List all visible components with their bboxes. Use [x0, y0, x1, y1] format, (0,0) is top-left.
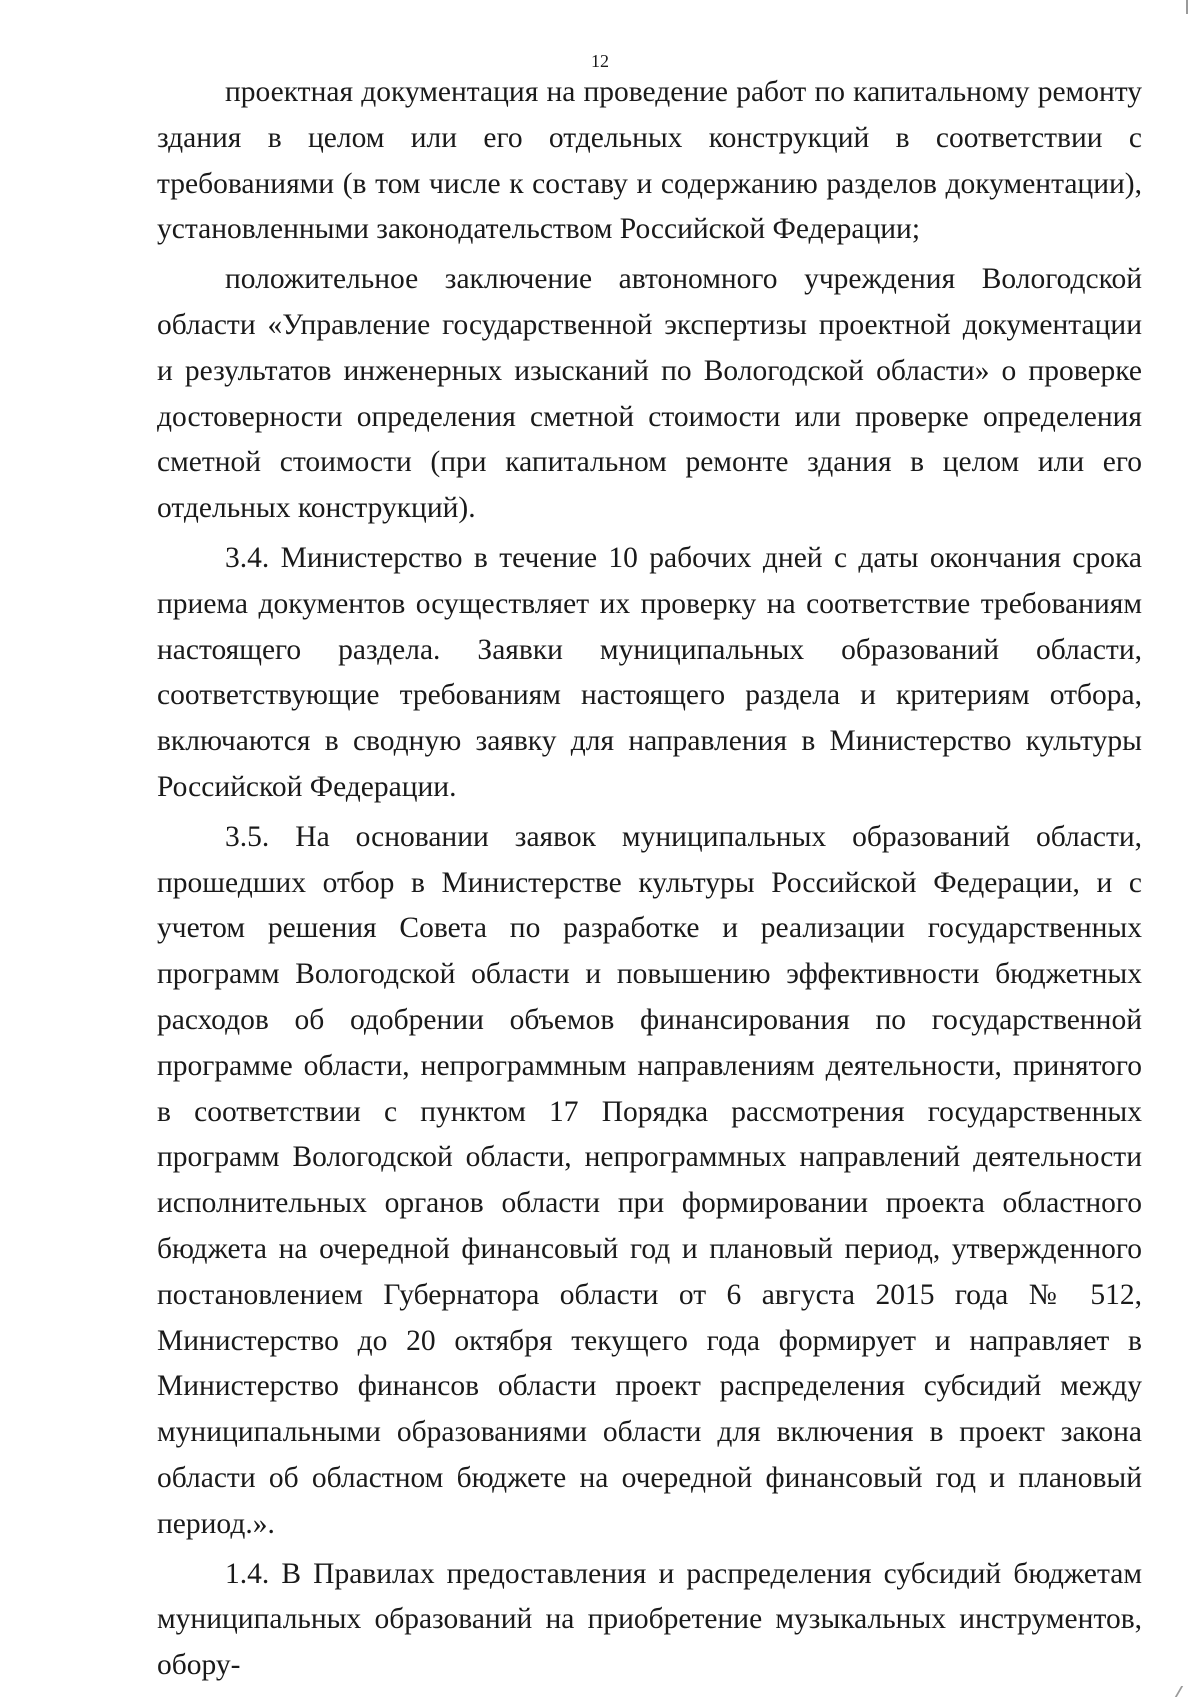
paragraph-clause-3-5: 3.5. На основании заявок муниципальных образований области, прошедших отбор в Министерстве культуры Российской Федерации, и с учетом решения Совета по разработке и реализации государственных программ Вологодской области и повышению эффективности бюджетных расходов об одобрении объемов финансирования по государственной программе области, непрограммным направлениям деятельности, принятого в соответствии с пунктом 17 Порядка рассмотрения государственных программ Вологодской области, непрограммных направлений деятельности исполнительных органов области при формировании проекта областного бюджета на очередной финансовый год и плановый период, утвержденного постановлением Губернатора области от 6 августа 2015 года № 512, Министерство до 20 октября текущего года формирует и направляет в Министерство финансов области проект распределения субсидий между муниципальными образованиями области для включения в проект закона области об областном бюджете на очередной финансовый год и плановый период.».	[157, 820, 1142, 1540]
paragraph-clause-1-4: 1.4. В Правилах предоставления и распределения субсидий бюджетам муниципальных образований на приобретение музыкальных инструментов, обору-	[157, 1557, 1142, 1682]
paragraph-project-documentation: проектная документация на проведение работ по капитальному ремонту здания в целом или его отдельных конструкций в соответствии с требованиями (в том числе к составу и содержанию разделов документации), установленными законодательством Российской Федерации;	[157, 76, 1142, 246]
scan-edge-mark-top	[1186, 0, 1188, 14]
scan-edge-mark-bottom	[1175, 1686, 1189, 1697]
paragraph-expertise-conclusion: положительное заключение автономного учреждения Вологодской области «Управление государственной экспертизы проектной документации и результатов инженерных изысканий по Вологодской области» о проверке достоверности определения сметной стоимости или проверке определения сметной стоимости (при капитальном ремонте здания в целом или его отдельных конструкций).	[157, 263, 1142, 525]
page-number: 12	[591, 51, 609, 71]
document-body	[157, 70, 1142, 1689]
paragraph-clause-3-4: 3.4. Министерство в течение 10 рабочих дней с даты окончания срока приема документов осуществляет их проверку на соответствие требованиям настоящего раздела. Заявки муниципальных образований области, соответствующие требованиям настоящего раздела и критериям отбора, включаются в сводную заявку для направления в Министерство культуры Российской Федерации.	[157, 541, 1142, 803]
